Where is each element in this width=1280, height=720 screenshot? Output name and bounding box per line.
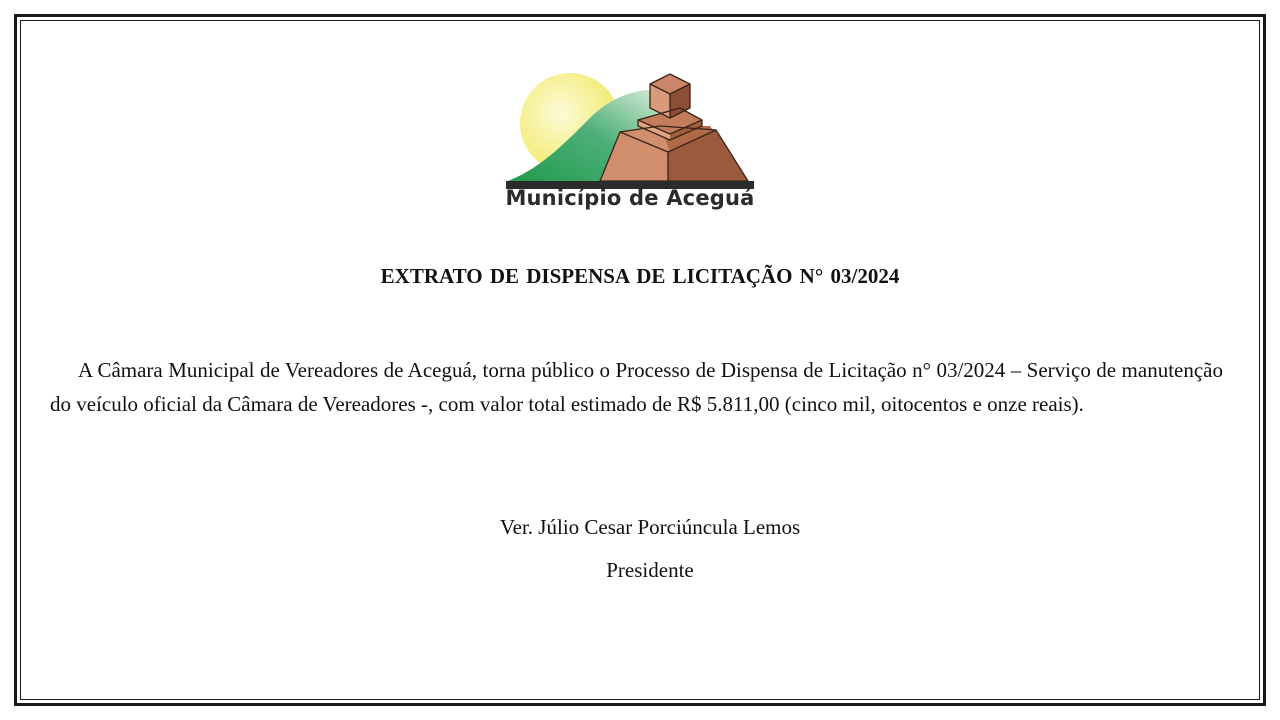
logo-text: Município de Aceguá	[505, 186, 755, 210]
document-body: A Câmara Municipal de Vereadores de Aceguá, torna público o Processo de Dispensa de Licitação n° 03/2024 – Serviço de manutenção do veículo oficial da Câmara de Vereadores -, com valor total estimado de R$ 5.811,00 (cinco mil, oitocentos e onze reais).	[50, 358, 1223, 416]
signatory-role: Presidente	[606, 558, 694, 582]
signatory-name: Ver. Júlio Cesar Porciúncula Lemos	[499, 515, 801, 539]
document-title: EXTRATO DE DISPENSA DE LICITAÇÃO N° 03/2024	[380, 264, 900, 288]
municipality-logo	[500, 68, 760, 218]
